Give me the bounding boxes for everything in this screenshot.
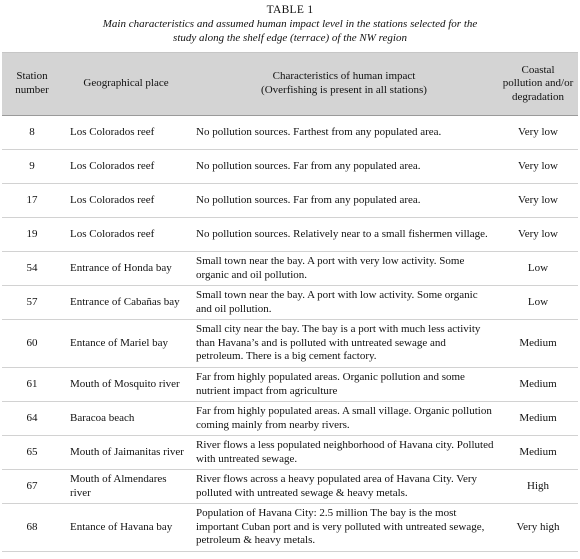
header-characteristics <box>190 53 498 116</box>
geographical-place-cell: Mouth of Mosquito river <box>62 368 190 402</box>
geographical-place-cell: Los Colorados reef <box>62 116 190 150</box>
geographical-place-cell: Los Colorados reef <box>62 218 190 252</box>
table-row <box>2 286 578 320</box>
geographical-place-cell: Mouth of Jaimanitas river <box>62 436 190 470</box>
geographical-place-cell: Entance of Havana bay <box>62 504 190 552</box>
pollution-level-cell: Very low <box>498 218 578 252</box>
table-row <box>2 116 578 150</box>
characteristics-cell: No pollution sources. Farthest from any populated area. <box>190 116 498 150</box>
pollution-level-cell: Medium <box>498 368 578 402</box>
characteristics-cell: Population of Havana City: 2.5 million The bay is the most important Cuban port and is very polluted with untreated sewage, petroleum & heavy metals. <box>190 504 498 552</box>
station-number-cell: 57 <box>2 286 62 320</box>
characteristics-cell: Small town near the bay. A port with low activity. Some organic and oil pollution. <box>190 286 498 320</box>
station-number-cell: 9 <box>2 150 62 184</box>
geographical-place-cell: Los Colorados reef <box>62 150 190 184</box>
header-geographical-place: Geographical place <box>62 53 190 116</box>
station-number-cell: 65 <box>2 436 62 470</box>
station-number-cell: 60 <box>2 320 62 368</box>
pollution-level-cell: High <box>498 470 578 504</box>
geographical-place-cell: Los Colorados reef <box>62 184 190 218</box>
pollution-level-cell: Low <box>498 286 578 320</box>
table-row <box>2 320 578 368</box>
characteristics-cell: River flows a less populated neighborhood of Havana city. Polluted with untreated sewage. <box>190 436 498 470</box>
characteristics-cell: No pollution sources. Relatively near to a small fishermen village. <box>190 218 498 252</box>
pollution-level-cell: Very low <box>498 150 578 184</box>
geographical-place-cell: Entrance of Honda bay <box>62 252 190 286</box>
pollution-level-cell: Medium <box>498 436 578 470</box>
geographical-place-cell: Entrance of Cabañas bay <box>62 286 190 320</box>
table-number: TABLE 1 <box>266 4 314 16</box>
geographical-place-cell: Mouth of Almendares river <box>62 470 190 504</box>
geographical-place-cell: Entance of Mariel bay <box>62 320 190 368</box>
table-header <box>2 53 578 116</box>
characteristics-cell: River flows across a heavy populated area of Havana City. Very polluted with untreated sewage & heavy metals. <box>190 470 498 504</box>
header-characteristics-line-2: (Overfishing is present in all stations) <box>261 84 427 96</box>
pollution-level-cell: Medium <box>498 402 578 436</box>
characteristics-cell: Far from highly populated areas. Organic pollution and some nutrient impact from agriculture <box>190 368 498 402</box>
pollution-level-cell: Very high <box>498 504 578 552</box>
header-station-number: Station number <box>2 53 62 116</box>
characteristics-cell: Far from highly populated areas. A small village. Organic pollution coming mainly from nearby rivers. <box>190 402 498 436</box>
table-row <box>2 402 578 436</box>
stations-table <box>2 52 578 552</box>
station-number-cell: 68 <box>2 504 62 552</box>
table-row <box>2 368 578 402</box>
pollution-level-cell: Medium <box>498 320 578 368</box>
geographical-place-cell: Baracoa beach <box>62 402 190 436</box>
station-number-cell: 17 <box>2 184 62 218</box>
table-row <box>2 184 578 218</box>
table-row <box>2 436 578 470</box>
station-number-cell: 8 <box>2 116 62 150</box>
header-characteristics-line-1: Characteristics of human impact <box>272 70 416 83</box>
table-row <box>2 218 578 252</box>
station-number-cell: 61 <box>2 368 62 402</box>
characteristics-cell: Small town near the bay. A port with very low activity. Some organic and oil pollution. <box>190 252 498 286</box>
station-number-cell: 19 <box>2 218 62 252</box>
table-body <box>2 116 578 552</box>
station-number-cell: 54 <box>2 252 62 286</box>
table-title-line-1: Main characteristics and assumed human impact level in the stations selected for the <box>102 18 478 30</box>
characteristics-cell: Small city near the bay. The bay is a port with much less activity than Havana’s and is polluted with untreated sewage and petroleum. There is a big cement factory. <box>190 320 498 368</box>
table-row <box>2 150 578 184</box>
header-coastal-pollution: Coastal pollution and/or degradation <box>498 53 578 116</box>
characteristics-cell: No pollution sources. Far from any populated area. <box>190 150 498 184</box>
station-number-cell: 64 <box>2 402 62 436</box>
table-row <box>2 504 578 552</box>
header-row <box>2 53 578 116</box>
table-caption <box>0 0 580 45</box>
characteristics-cell: No pollution sources. Far from any populated area. <box>190 184 498 218</box>
table-row <box>2 252 578 286</box>
table-title-line-2: study along the shelf edge (terrace) of the NW region <box>173 32 407 44</box>
pollution-level-cell: Very low <box>498 116 578 150</box>
pollution-level-cell: Low <box>498 252 578 286</box>
pollution-level-cell: Very low <box>498 184 578 218</box>
station-number-cell: 67 <box>2 470 62 504</box>
table-row <box>2 470 578 504</box>
